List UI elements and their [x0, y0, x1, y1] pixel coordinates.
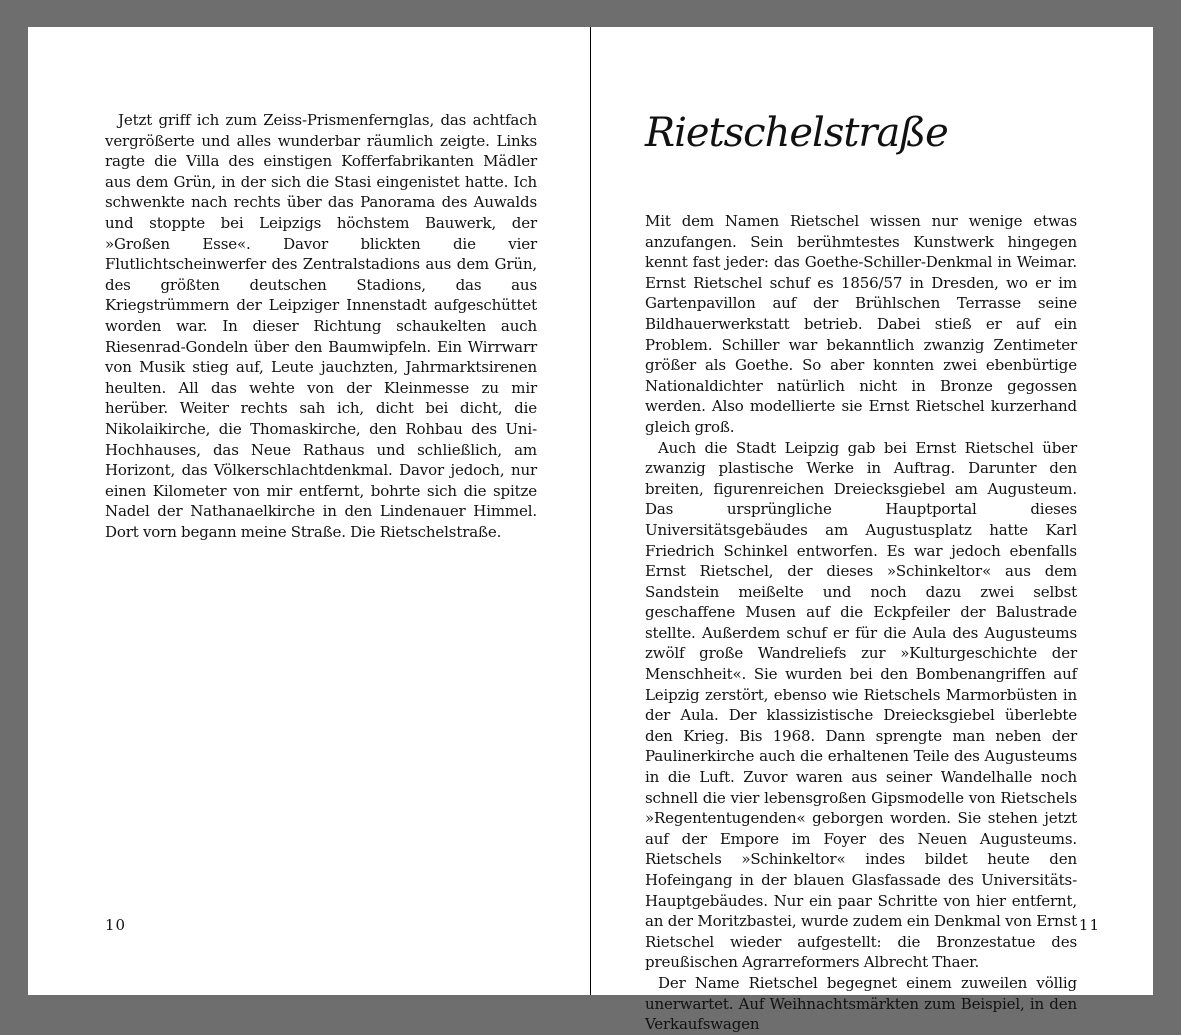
paragraph: Mit dem Namen Rietschel wissen nur wenige etwas anzufangen. Sein berühmtestes Kunstwerk hingegen kennt fast jeder: das Goethe-Schiller-Denkmal in Weimar. Ernst Rietschel schuf es 1856/57 in Dresden, wo er im Gartenpavillon auf der Brühlschen Terrasse seine Bildhauerwerkstatt betrieb. Dabei stieß er auf ein Problem. Schiller war bekanntlich zwanzig Zentimeter größer als Goethe. So aber konnten zwei ebenbürtige Nationaldichter natürlich nicht in Bronze gegossen werden. Also modellierte sie Ernst Rietschel kurzerhand gleich groß. [645, 212, 1077, 436]
book-spread [28, 27, 1153, 1034]
left-page [28, 27, 590, 995]
paragraph: Jetzt griff ich zum Zeiss-Prismenfernglas, das achtfach vergrößerte und alles wunderbar räumlich zeigte. Links ragte die Villa des einstigen Kofferfabrikanten Mädler aus dem Grün, in der sich die Stasi eingenistet hatte. Ich schwenkte nach rechts über das Panorama des Auwalds und stoppte bei Leipzigs höchstem Bauwerk, der »Großen Esse«. Davor blickten die vier Flutlichtscheinwerfer des Zentralstadions aus dem Grün, des größten deutschen Stadions, das aus Kriegstrümmern der Leipziger Innenstadt aufgeschüttet worden war. In dieser Richtung schaukelten auch Riesenrad-Gondeln über den Baumwipfeln. Ein Wirrwarr von Musik stieg auf, Leute jauchzten, Jahrmarktsirenen heulten. All das wehte von der Kleinmesse zu mir herüber. Weiter rechts sah ich, dicht bei dicht, die Nikolaikirche, die Thomaskirche, den Rohbau des Uni-Hochhauses, das Neue Rathaus und schließlich, am Horizont, das Völkerschlachtdenkmal. Davor jedoch, nur einen Kilometer von mir entfernt, bohrte sich die spitze Nadel der Nathanaelkirche in den Lindenauer Himmel. Dort vorn begann meine Straße. Die Rietschelstraße. [105, 111, 537, 541]
left-page-body [105, 110, 537, 542]
page-number: 11 [1078, 916, 1100, 934]
paragraph: Auch die Stadt Leipzig gab bei Ernst Rietschel über zwanzig plastische Werke in Auftrag. Darunter den breiten, figurenreichen Dreiecksgiebel am Augusteum. Das ursprüngliche Hauptportal dieses Universitätsgebäudes am Augustusplatz hatte Karl Friedrich Schinkel entworfen. Es war jedoch ebenfalls Ernst Rietschel, der dieses »Schinkeltor« aus dem Sandstein meißelte und noch dazu zwei selbst geschaffene Musen auf die Eckpfeiler der Balustrade stellte. Außerdem schuf er für die Aula des Augusteums zwölf große Wandreliefs zur »Kulturgeschichte der Menschheit«. Sie wurden bei den Bombenangriffen auf Leipzig zerstört, ebenso wie Rietschels Marmorbüsten in der Aula. Der klassizistische Dreiecksgiebel überlebte den Krieg. Bis 1968. Dann sprengte man neben der Paulinerkirche auch die erhaltenen Teile des Augusteums in die Luft. Zuvor waren aus seiner Wandelhalle noch schnell die vier lebensgroßen Gipsmodelle von Rietschels »Regententugenden« geborgen worden. Sie stehen jetzt auf der Empore im Foyer des Neuen Augusteums. Rietschels »Schinkeltor« indes bildet heute den Hofeingang in der blauen Glasfassade des Universitäts-Hauptgebäudes. Nur ein paar Schritte von hier entfernt, an der Moritzbastei, wurde zudem ein Denkmal von Ernst Rietschel wieder aufgestellt: die Bronzestatue des preußischen Agrarreformers Albrecht Thaer. [645, 438, 1077, 972]
paragraph: Der Name Rietschel begegnet einem zuweilen völlig unerwartet. Auf Weihnachtsmärkten zum Beispiel, in den Verkaufswagen [645, 973, 1077, 1034]
right-page-body [645, 211, 1077, 1035]
right-page [591, 27, 1153, 1034]
chapter-title: Rietschelstraße [645, 110, 948, 156]
page-number: 10 [105, 916, 127, 934]
